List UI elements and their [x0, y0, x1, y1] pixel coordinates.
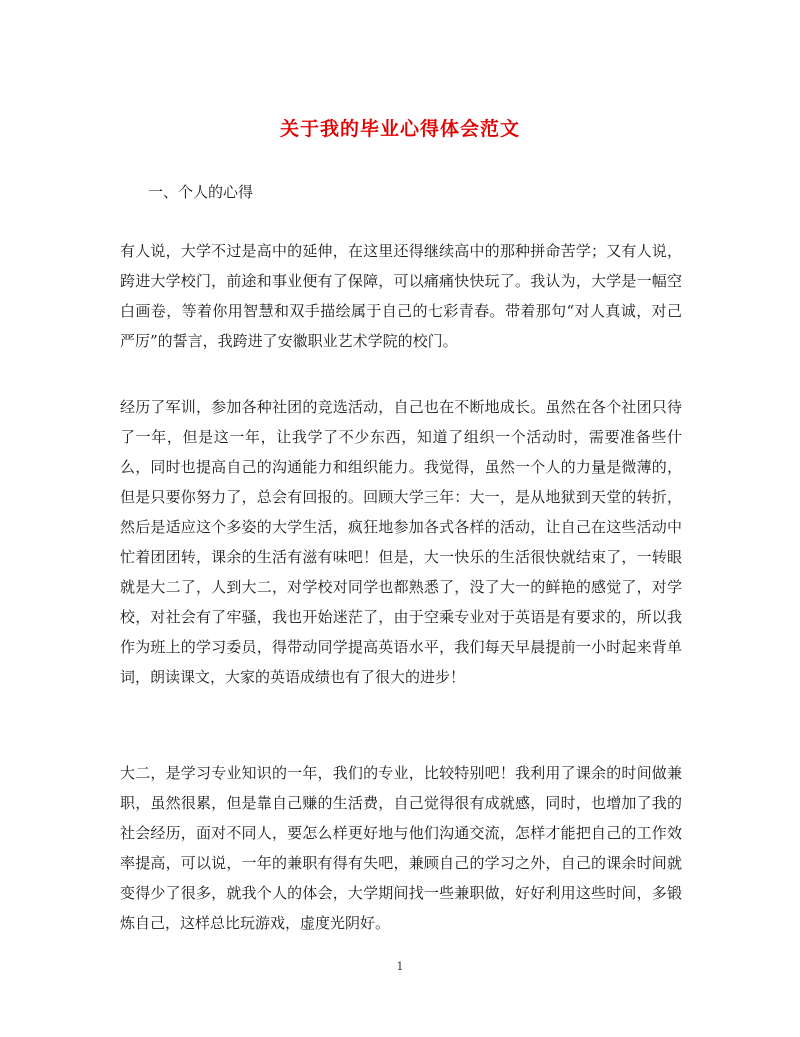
paragraph-3: 大二，是学习专业知识的一年，我们的专业，比较特别吧！我利用了课余的时间做兼职，虽然很累，但是靠自己赚的生活费，自己觉得很有成就感，同时，也增加了我的社会经历，面对不同人，要怎么样更好地与他们沟通交流，怎样才能把自己的工作效率提高，可以说，一年的兼职有得有失吧，兼顾自己的学习之外，自己的课余时间就变得少了很多，就我个人的体会，大学期间找一些兼职做，好好利用这些时间，多锻炼自己，这样总比玩游戏，虚度光阴好。: [120, 764, 682, 932]
paragraph-2: 经历了军训，参加各种社团的竞选活动，自己也在不断地成长。虽然在各个社团只待了一年，但是这一年，让我学了不少东西，知道了组织一个活动时，需要准备些什么，同时也提高自己的沟通能力和组织能力。我觉得，虽然一个人的力量是微薄的，但是只要你努力了，总会有回报的。回顾大学三年：大一，是从地狱到天堂的转折，然后是适应这个多姿的大学生活，疯狂地参加各式各样的活动，让自己在这些活动中忙着团团转，课余的生活有滋有味吧！但是，大一快乐的生活很快就结束了，一转眼就是大二了，人到大二，对学校对同学也都熟悉了，没了大一的鲜艳的感觉了，对学校，对社会有了牢骚，我也开始迷茫了，由于空乘专业对于英语是有要求的，所以我作为班上的学习委员，得带动同学提高英语水平，我们每天早晨提前一小时起来背单词，朗读课文，大家的英语成绩也有了很大的进步！: [120, 398, 682, 686]
paragraph-1: 有人说，大学不过是高中的延伸，在这里还得继续高中的那种拼命苦学；又有人说，跨进大学校门，前途和事业便有了保障，可以痛痛快快玩了。我认为，大学是一幅空白画卷，等着你用智慧和双手描绘属于自己的七彩青春。带着那句“对人真诚，对己严厉”的誓言，我跨进了安徽职业艺术学院的校门。: [120, 242, 682, 350]
section-heading: 一、个人的心得: [148, 183, 254, 201]
page-title: 关于我的毕业心得体会范文: [279, 118, 520, 140]
page-number: 1: [396, 960, 404, 973]
